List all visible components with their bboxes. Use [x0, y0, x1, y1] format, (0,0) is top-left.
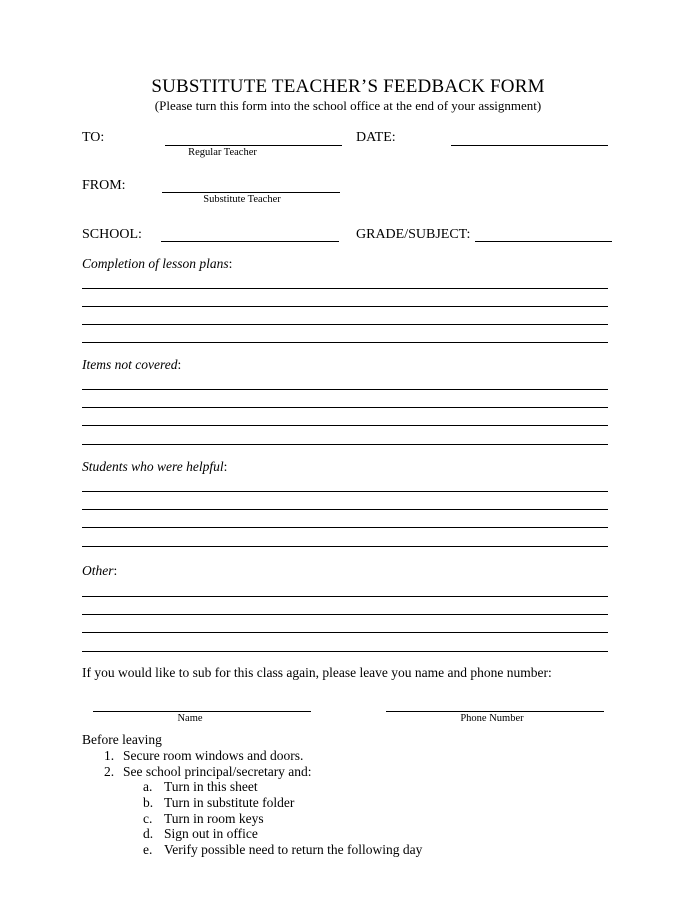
to-caption: Regular Teacher [188, 147, 257, 158]
section-other-label: Other: [82, 563, 118, 578]
school-label: SCHOOL: [82, 227, 142, 242]
writing-line[interactable] [82, 324, 608, 325]
from-caption: Substitute Teacher [203, 194, 281, 205]
from-field[interactable] [162, 192, 340, 193]
list-item: 1. Secure room windows and doors. [104, 748, 304, 763]
writing-line[interactable] [82, 444, 608, 445]
writing-line[interactable] [82, 389, 608, 390]
grade-subject-label: GRADE/SUBJECT: [356, 227, 471, 242]
to-field[interactable] [165, 145, 342, 146]
sub-again-prompt: If you would like to sub for this class again, please leave you name and phone number: [82, 665, 552, 680]
from-label: FROM: [82, 178, 126, 193]
phone-caption: Phone Number [460, 713, 524, 724]
sub-list-item: b. Turn in substitute folder [143, 795, 295, 810]
form-title: SUBSTITUTE TEACHER’S FEEDBACK FORM [151, 76, 545, 97]
section-items-not-covered-label: Items not covered: [82, 357, 182, 372]
before-leaving-heading: Before leaving [82, 732, 162, 747]
school-field[interactable] [161, 241, 339, 242]
list-item: 2. See school principal/secretary and: [104, 764, 312, 779]
writing-line[interactable] [82, 596, 608, 597]
writing-line[interactable] [82, 527, 608, 528]
writing-line[interactable] [82, 288, 608, 289]
section-helpful-students-label: Students who were helpful: [82, 459, 228, 474]
phone-field[interactable] [386, 711, 604, 712]
name-field[interactable] [93, 711, 311, 712]
form-subtitle: (Please turn this form into the school office at the end of your assignment) [154, 98, 542, 113]
writing-line[interactable] [82, 509, 608, 510]
writing-line[interactable] [82, 306, 608, 307]
writing-line[interactable] [82, 342, 608, 343]
to-label: TO: [82, 130, 105, 145]
section-lesson-plans-label: Completion of lesson plans: [82, 256, 233, 271]
date-label: DATE: [356, 130, 396, 145]
grade-subject-field[interactable] [475, 241, 612, 242]
writing-line[interactable] [82, 407, 608, 408]
writing-line[interactable] [82, 614, 608, 615]
sub-list-item: a. Turn in this sheet [143, 779, 258, 794]
writing-line[interactable] [82, 425, 608, 426]
date-field[interactable] [451, 145, 608, 146]
writing-line[interactable] [82, 491, 608, 492]
name-caption: Name [177, 713, 203, 724]
sub-list-item: e. Verify possible need to return the following day [143, 842, 423, 857]
writing-line[interactable] [82, 546, 608, 547]
writing-line[interactable] [82, 651, 608, 652]
sub-list-item: d. Sign out in office [143, 826, 258, 841]
sub-list-item: c. Turn in room keys [143, 811, 264, 826]
writing-line[interactable] [82, 632, 608, 633]
